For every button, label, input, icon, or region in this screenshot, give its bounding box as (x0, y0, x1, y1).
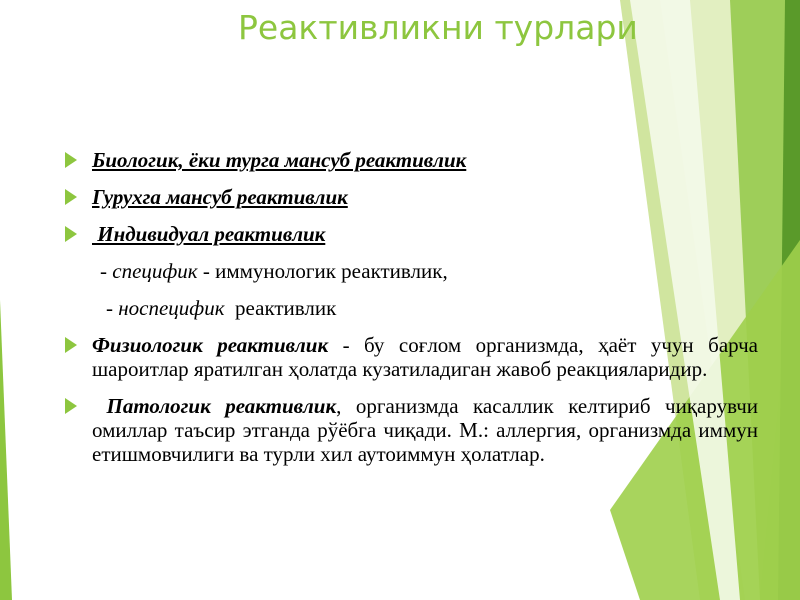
sub-item-text: - иммунологик реактивлик, (197, 259, 448, 283)
bullet-text: Биологик, ёки турга мансуб реактивлик (92, 148, 467, 172)
paragraph-text: , организмда касаллик келтириб чиқарувчи омиллар таъсир этганда рўёбга чиқади. М.: аллергия, организмда иммун етишмовчилиги ва турли хил аутоиммун ҳолатлар. (92, 394, 758, 466)
slide-title: Реактивликни турлари (238, 8, 638, 47)
bullet-item-pathological (60, 394, 758, 466)
sub-item-dash: - (106, 296, 119, 320)
paragraph-term: Физиологик реактивлик (92, 333, 329, 357)
bullet-text: Гурухга мансуб реактивлик (92, 185, 348, 209)
triangle-bullet-icon (65, 226, 77, 242)
sub-item-specific (60, 259, 758, 283)
sub-item-term: специфик (112, 259, 198, 283)
paragraph-term: Патологик реактивлик (92, 394, 337, 418)
triangle-bullet-icon (65, 189, 77, 205)
sub-item-nonspecific (60, 296, 758, 320)
sub-item-dash: - (100, 259, 113, 283)
triangle-bullet-icon (65, 337, 77, 353)
bullet-item-physiological (60, 333, 758, 381)
slide-body (60, 148, 758, 479)
bullet-item-individual (60, 222, 758, 246)
paragraph-text: - бу соғлом организмда, ҳаёт учун барча шароитлар яратилган ҳолатда кузатиладиган жавоб реакцияларидир. (92, 333, 758, 381)
bullet-text: Индивидуал реактивлик (92, 222, 326, 246)
triangle-bullet-icon (65, 398, 77, 414)
bullet-item-biological (60, 148, 758, 172)
sub-item-term: носпецифик (118, 296, 225, 320)
left-green-sliver (0, 300, 12, 600)
sub-item-text: реактивлик (224, 296, 337, 320)
triangle-bullet-icon (65, 152, 77, 168)
bullet-item-group (60, 185, 758, 209)
